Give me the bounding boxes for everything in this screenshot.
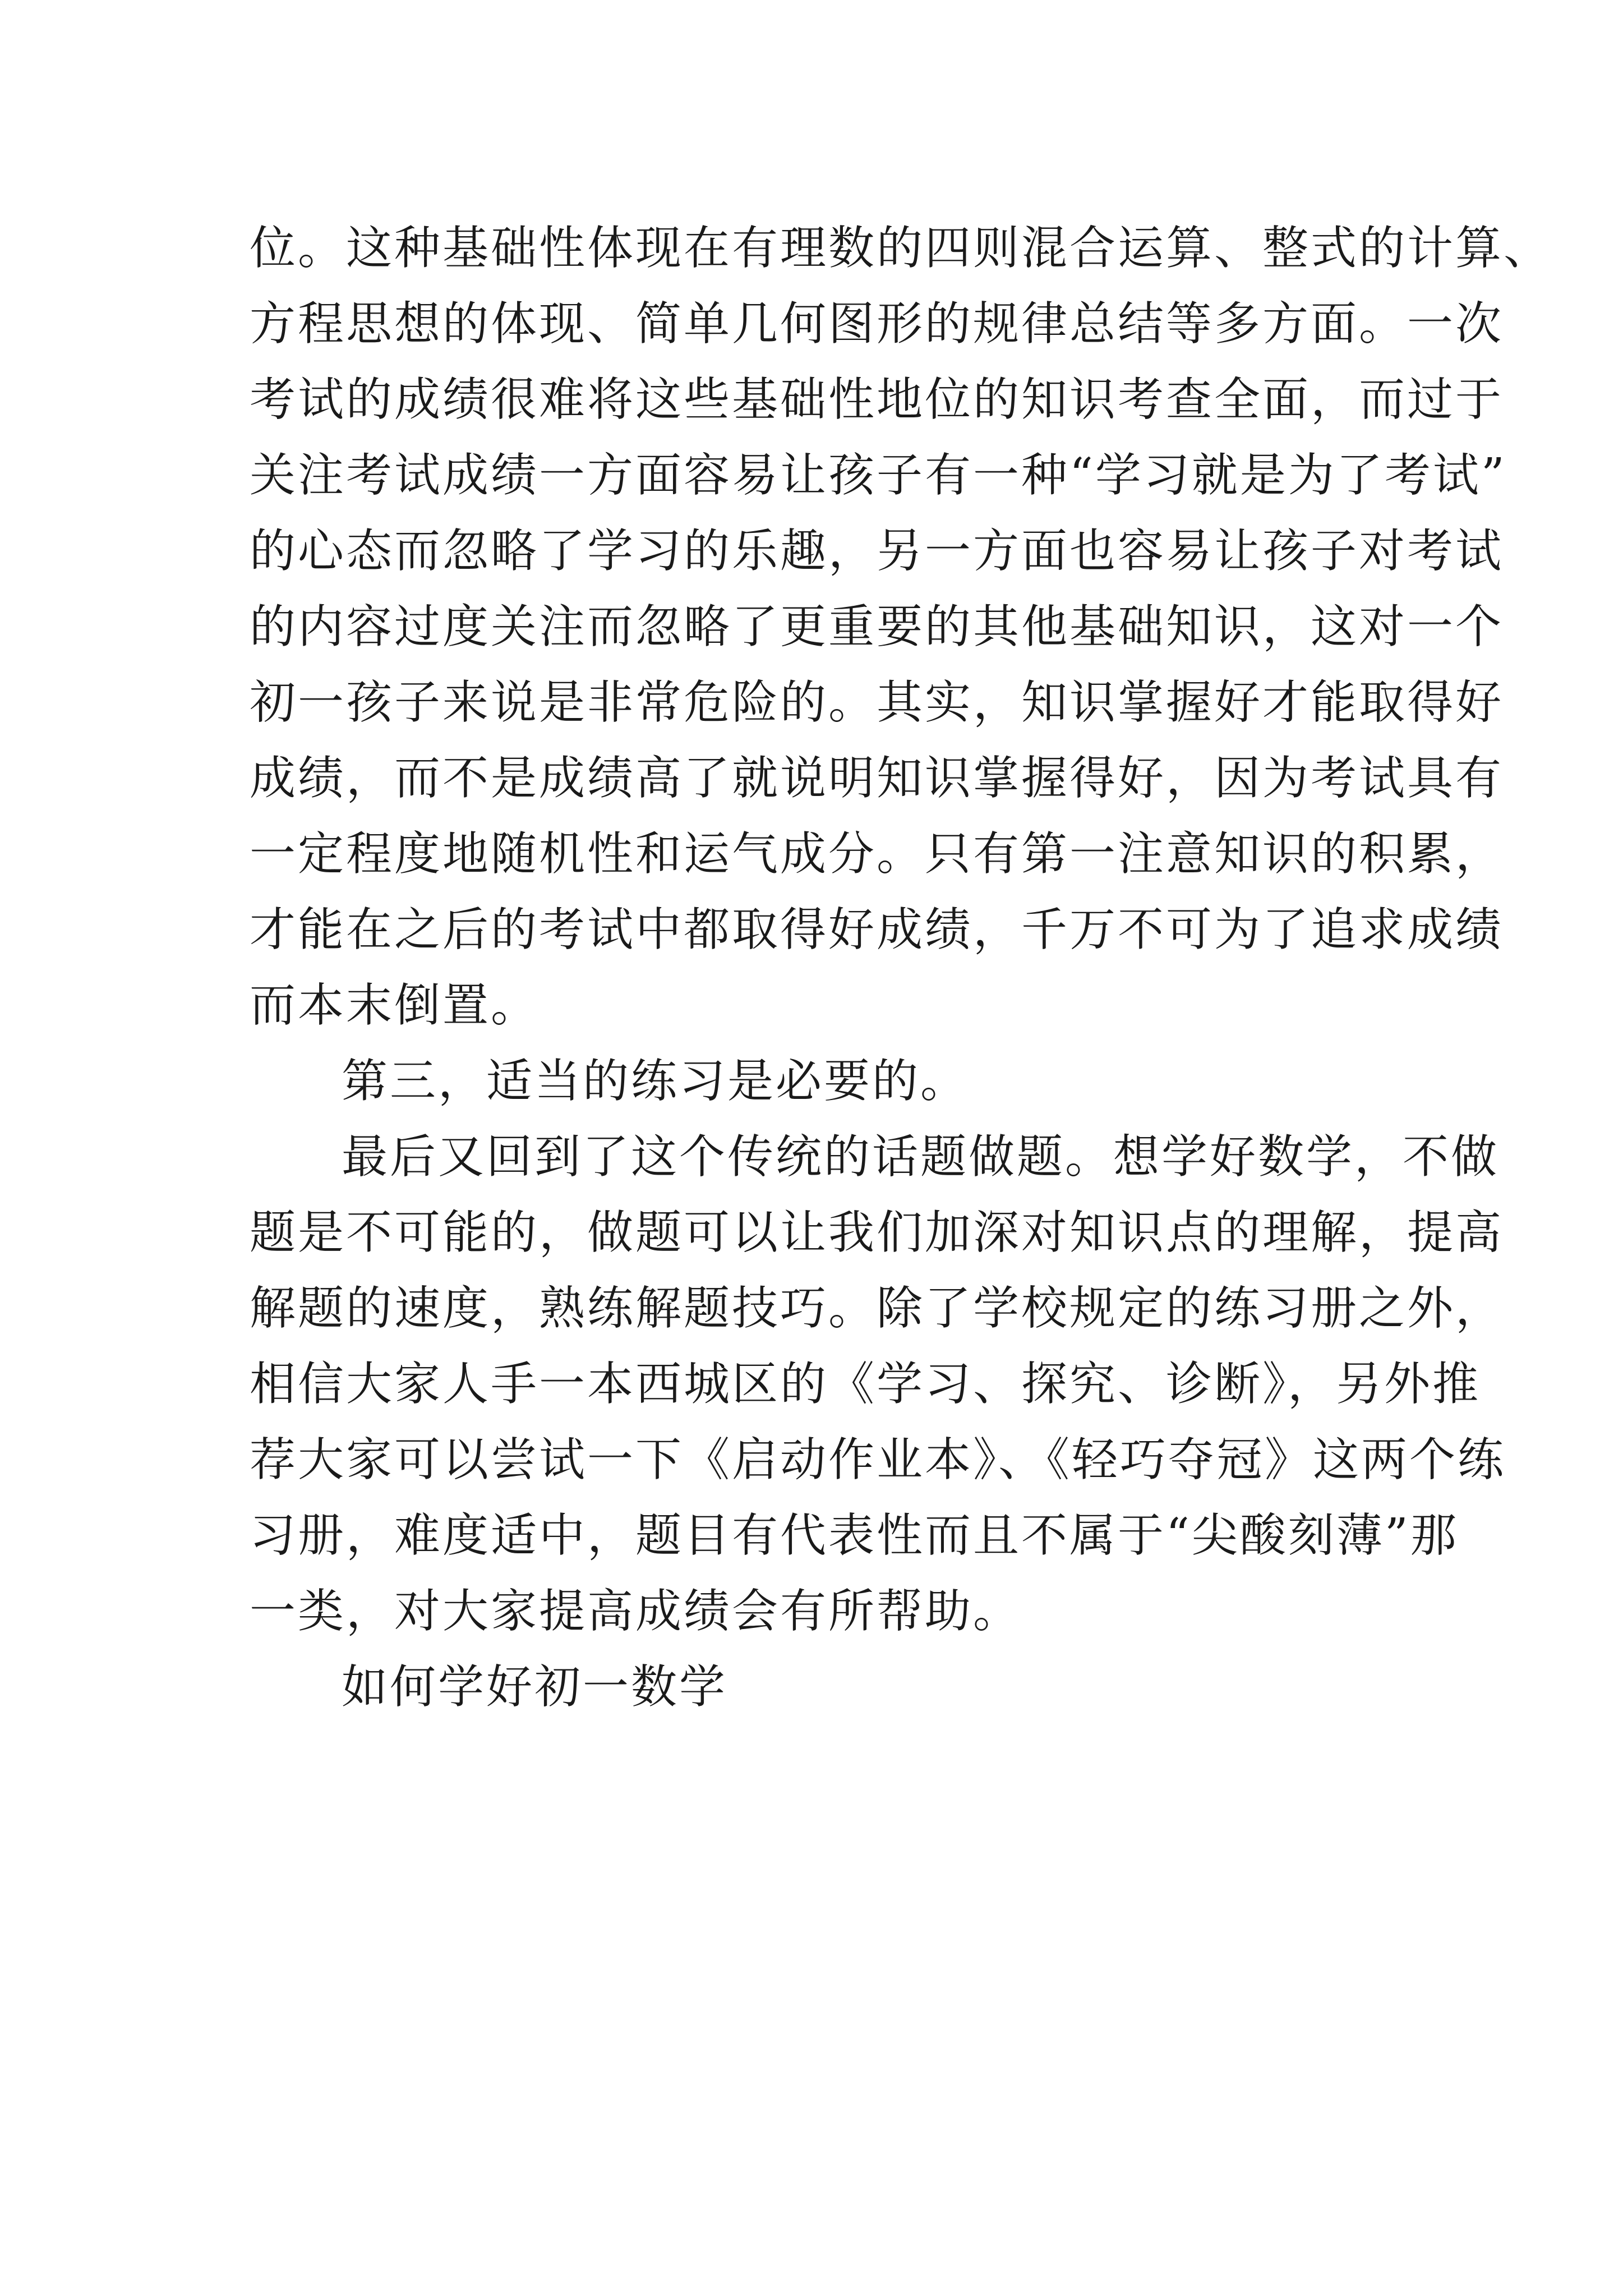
text-line: 一类，对大家提高成绩会有所帮助。 bbox=[250, 1585, 1022, 1638]
text-line: 荐大家可以尝试一下《启动作业本》、《轻巧夺冠》这两个练 bbox=[250, 1433, 1506, 1487]
text-line: 成绩，而不是成绩高了就说明知识掌握得好，因为考试具有 bbox=[250, 752, 1504, 805]
text-line: 考试的成绩很难将这些基础性地位的知识考查全面，而过于 bbox=[250, 373, 1504, 426]
text-line: 题是不可能的，做题可以让我们加深对知识点的理解，提高 bbox=[250, 1206, 1504, 1259]
body-text bbox=[250, 210, 1552, 1725]
text-line: 一定程度地随机性和运气成分。只有第一注意知识的积累， bbox=[250, 827, 1504, 881]
text-line: 而本末倒置。 bbox=[250, 979, 540, 1032]
text-line: 位。这种基础性体现在有理数的四则混合运算、整式的计算、 bbox=[250, 222, 1552, 275]
text-line: 习册，难度适中，题目有代表性而且不属于“尖酸刻薄”那 bbox=[250, 1509, 1459, 1562]
section-title: 如何学好初一数学 bbox=[342, 1660, 728, 1714]
text-line: 初一孩子来说是非常危险的。其实，知识掌握好才能取得好 bbox=[250, 676, 1504, 729]
text-line: 方程思想的体现、简单几何图形的规律总结等多方面。一次 bbox=[250, 297, 1504, 351]
text-line: 关注考试成绩一方面容易让孩子有一种“学习就是为了考试” bbox=[250, 449, 1507, 502]
text-line: 解题的速度，熟练解题技巧。除了学校规定的练习册之外， bbox=[250, 1282, 1504, 1335]
text-line: 的内容过度关注而忽略了更重要的其他基础知识，这对一个 bbox=[250, 600, 1504, 654]
text-line: 才能在之后的考试中都取得好成绩，千万不可为了追求成绩 bbox=[250, 903, 1504, 956]
paragraph-heading: 第三，适当的练习是必要的。 bbox=[342, 1055, 969, 1108]
text-line: 的心态而忽略了学习的乐趣，另一方面也容易让孩子对考试 bbox=[250, 524, 1504, 578]
text-line: 最后又回到了这个传统的话题做题。想学好数学，不做 bbox=[342, 1130, 1500, 1184]
text-line: 相信大家人手一本西城区的《学习、探究、诊断》，另外推 bbox=[250, 1358, 1481, 1411]
